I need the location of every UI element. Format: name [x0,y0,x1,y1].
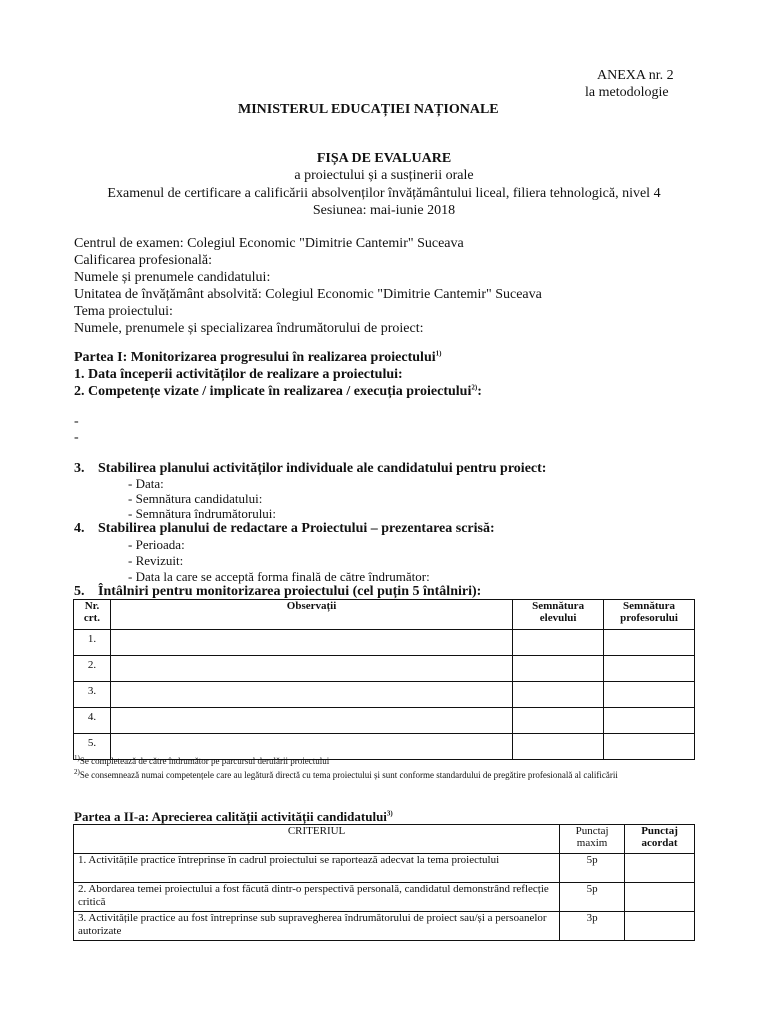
item3-sub-coordinator-signature: - Semnătura îndrumătorului: [128,506,277,521]
competence-dash-1: - [74,414,79,429]
student-signature-cell[interactable] [513,734,604,760]
teacher-signature-cell[interactable] [604,708,695,734]
school-field: Unitatea de învățământ absolvită: Colegiul Economic "Dimitrie Cantemir" Suceava [74,287,542,302]
subtitle-line2: Examenul de certificare a calificării absolvenților învățământului liceal, filiera tehnologică, nivel 4 [107,186,661,201]
row-number: 3. [74,682,111,708]
part1-item5-number: 5. [74,584,85,599]
observation-cell[interactable] [110,630,512,656]
project-theme-field: Tema proiectului: [74,304,173,319]
footnote-1: $^{1)}$Se completează de către îndrumător pe parcursul derulării proiectului [74,754,330,766]
given-score-cell[interactable] [625,883,695,912]
table-row [74,630,695,656]
row-number: 1. [74,630,111,656]
col-max-score: Punctaj maxim [560,825,625,854]
methodology-label: la metodologie [585,85,669,100]
table-row [74,854,695,883]
ministry-title: MINISTERUL EDUCAȚIEI NAȚIONALE [238,102,499,117]
observation-cell[interactable] [110,656,512,682]
competence-dash-2: - [74,430,79,445]
item4-sub-period: - Perioada: [128,537,185,552]
row-number: 2. [74,656,111,682]
coordinator-field: Numele, prenumele și specializarea îndrumătorului de proiect: [74,321,424,336]
criteria-table-header [74,825,695,854]
teacher-signature-cell[interactable] [604,734,695,760]
observation-cell[interactable] [110,708,512,734]
col-student-signature: Semnătura elevului [513,600,604,630]
exam-center: Centrul de examen: Colegiul Economic "Dimitrie Cantemir" Suceava [74,236,464,251]
part2-title: Partea a II-a: Aprecierea calității activității candidatului$^{3)}$ [74,809,393,824]
item4-sub-revised: - Revizuit: [128,553,184,568]
table-row [74,656,695,682]
student-signature-cell[interactable] [513,630,604,656]
meetings-table [73,599,695,760]
footnote-2: $^{2)}$Se consemnează numai competențele care au legătură directă cu tema proiectului și sunt conforme standardului de pregătire profesională al calificării [74,768,618,780]
col-teacher-signature: Semnătura profesorului [604,600,695,630]
table-row [74,883,695,912]
col-given-score: Punctaj acordat [625,825,695,854]
teacher-signature-cell[interactable] [604,656,695,682]
criteria-table [73,824,695,941]
item3-sub-date: - Data: [128,476,164,491]
item4-sub-final-date: - Data la care se acceptă forma finală de către îndrumător: [128,569,430,584]
student-signature-cell[interactable] [513,708,604,734]
col-criterion: CRITERIUL [74,825,560,854]
part1-item1: 1. Data începerii activităților de realizare a proiectului: [74,367,403,382]
part1-item2: 2. Competențe vizate / implicate în realizarea / execuția proiectului$^{2)}$: [74,383,482,399]
teacher-signature-cell[interactable] [604,682,695,708]
criterion-text: 1. Activitățile practice întreprinse în cadrul proiectului se raportează adecvat la tema proiectului [74,854,560,883]
part1-item3-number: 3. [74,461,85,476]
max-score: 5p [560,854,625,883]
part1-item3: Stabilirea planului activităților individuale ale candidatului pentru proiect: [98,461,547,476]
row-number: 4. [74,708,111,734]
given-score-cell[interactable] [625,912,695,941]
session-line: Sesiunea: mai-iunie 2018 [312,203,456,218]
item3-sub-candidate-signature: - Semnătura candidatului: [128,491,263,506]
table-row [74,708,695,734]
meetings-table-header [74,600,695,630]
given-score-cell[interactable] [625,854,695,883]
table-row [74,682,695,708]
criterion-text: 3. Activitățile practice au fost întreprinse sub supravegherea îndrumătorului de proiect sau/și a persoanelor autorizate [74,912,560,941]
candidate-name-field: Numele și prenumele candidatului: [74,270,271,285]
part1-item5: Întâlniri pentru monitorizarea proiectului (cel puțin 5 întâlniri): [98,584,482,599]
student-signature-cell[interactable] [513,682,604,708]
part1-item4: Stabilirea planului de redactare a Proiectului – prezentarea scrisă: [98,521,495,536]
teacher-signature-cell[interactable] [604,630,695,656]
page-title: FIȘA DE EVALUARE [316,151,452,166]
observation-cell[interactable] [110,682,512,708]
col-observations: Observații [110,600,512,630]
part1-item4-number: 4. [74,521,85,536]
annex-label: ANEXA nr. 2 [597,68,674,83]
col-nr: Nr. crt. [74,600,111,630]
part1-title: Partea I: Monitorizarea progresului în realizarea proiectului$^{1)}$ [74,349,442,365]
max-score: 5p [560,883,625,912]
table-row [74,912,695,941]
criterion-text: 2. Abordarea temei proiectului a fost făcută dintr-o perspectivă personală, candidatul demonstrând reflecție critică [74,883,560,912]
subtitle-line1: a proiectului și a susținerii orale [294,168,474,183]
student-signature-cell[interactable] [513,656,604,682]
row-number: 5. [74,734,111,760]
qualification-field: Calificarea profesională: [74,253,212,268]
max-score: 3p [560,912,625,941]
